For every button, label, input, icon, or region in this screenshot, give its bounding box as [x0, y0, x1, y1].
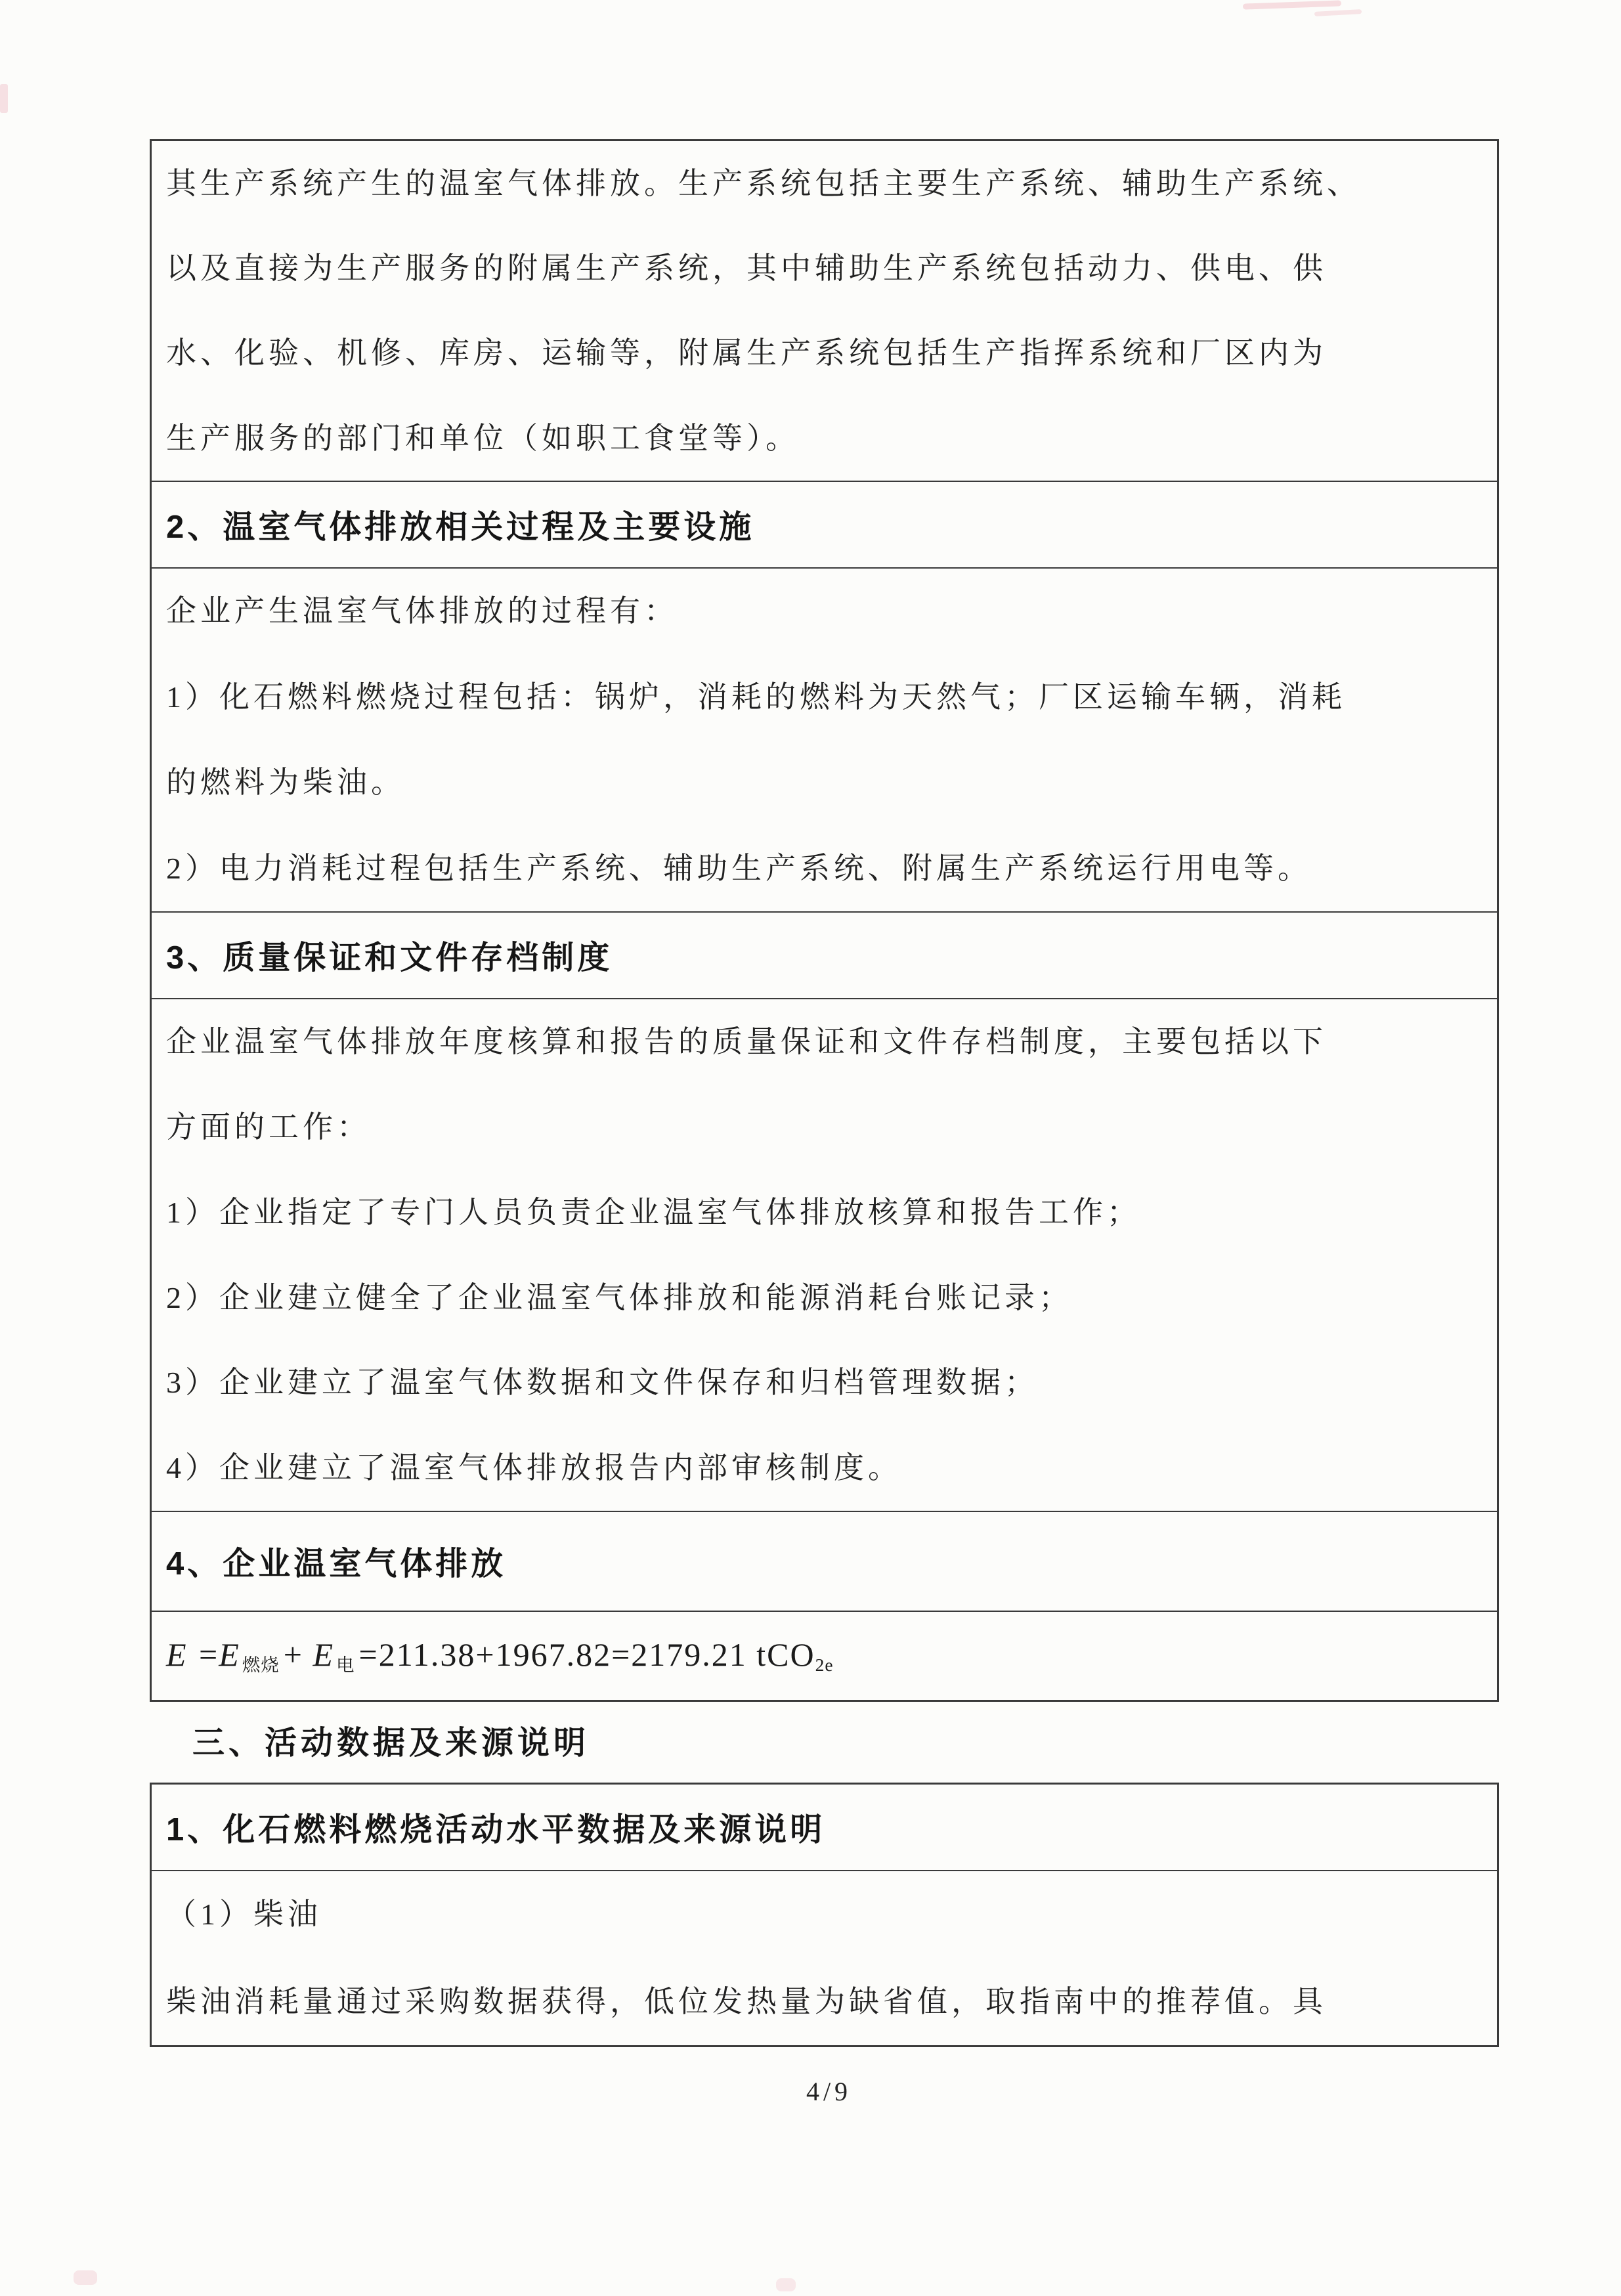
table-row-paragraph	[152, 1871, 1497, 2045]
section-header-label: 4、企业温室气体排放	[166, 1546, 507, 1582]
table-row-paragraph	[152, 999, 1497, 1512]
ghg-report-table	[150, 139, 1499, 1702]
scan-artifact	[1314, 9, 1362, 16]
scan-artifact	[74, 2270, 97, 2285]
text-line: 方面的工作：	[166, 1110, 371, 1144]
text-line: 3）企业建立了温室气体数据和文件保存和归档管理数据；	[166, 1366, 1039, 1400]
text-line: 柴油消耗量通过采购数据获得，低位发热量为缺省值，取指南中的推荐值。具	[166, 1984, 1327, 2018]
table-row-section-header	[152, 482, 1497, 569]
table-row-paragraph	[152, 569, 1497, 913]
text-line: 1）化石燃料燃烧过程包括：锅炉，消耗的燃料为天然气；厂区运输车辆，消耗	[166, 680, 1346, 714]
scan-artifact	[1243, 0, 1341, 9]
text-line: 生产服务的部门和单位（如职工食堂等）。	[166, 421, 800, 455]
table-row-formula	[152, 1612, 1497, 1700]
text-line: 其生产系统产生的温室气体排放。生产系统包括主要生产系统、辅助生产系统、	[166, 166, 1361, 200]
section-header-label: 1、化石燃料燃烧活动水平数据及来源说明	[166, 1812, 826, 1848]
text-line: 企业产生温室气体排放的过程有：	[166, 594, 678, 628]
text-line: 的燃料为柴油。	[166, 766, 405, 800]
text-line: 企业温室气体排放年度核算和报告的质量保证和文件存档制度，主要包括以下	[166, 1025, 1327, 1059]
text-line: 2）企业建立健全了企业温室气体排放和能源消耗台账记录；	[166, 1280, 1073, 1314]
text-line: 2）电力消耗过程包括生产系统、辅助生产系统、附属生产系统运行用电等。	[166, 851, 1312, 885]
scan-artifact	[776, 2278, 796, 2291]
text-line: 1）企业指定了专门人员负责企业温室气体排放核算和报告工作；	[166, 1195, 1141, 1229]
page-number: 4/9	[806, 2077, 852, 2106]
text-line: （1）柴油	[166, 1897, 322, 1932]
section-header-label: 2、温室气体排放相关过程及主要设施	[166, 509, 755, 545]
text-line: 4）企业建立了温室气体排放报告内部审核制度。	[166, 1451, 902, 1485]
section-header-label: 3、质量保证和文件存档制度	[166, 940, 613, 976]
text-line: 以及直接为生产服务的附属生产系统，其中辅助生产系统包括动力、供电、供	[166, 251, 1327, 286]
text-line: 水、化验、机修、库房、运输等，附属生产系统包括生产指挥系统和厂区内为	[166, 336, 1327, 370]
emissions-formula: E =E 燃烧 + E 电 =211.38+1967.82=2179.21 tCO2e	[166, 1636, 834, 1675]
table-row-section-header	[152, 1785, 1497, 1871]
activity-data-table	[150, 1783, 1499, 2047]
table-row-section-header	[152, 1512, 1497, 1612]
section-heading-activity-data: 三、活动数据及来源说明	[192, 1725, 590, 1761]
table-row-section-header	[152, 913, 1497, 999]
scan-artifact	[0, 84, 8, 113]
table-row-paragraph	[152, 141, 1497, 482]
